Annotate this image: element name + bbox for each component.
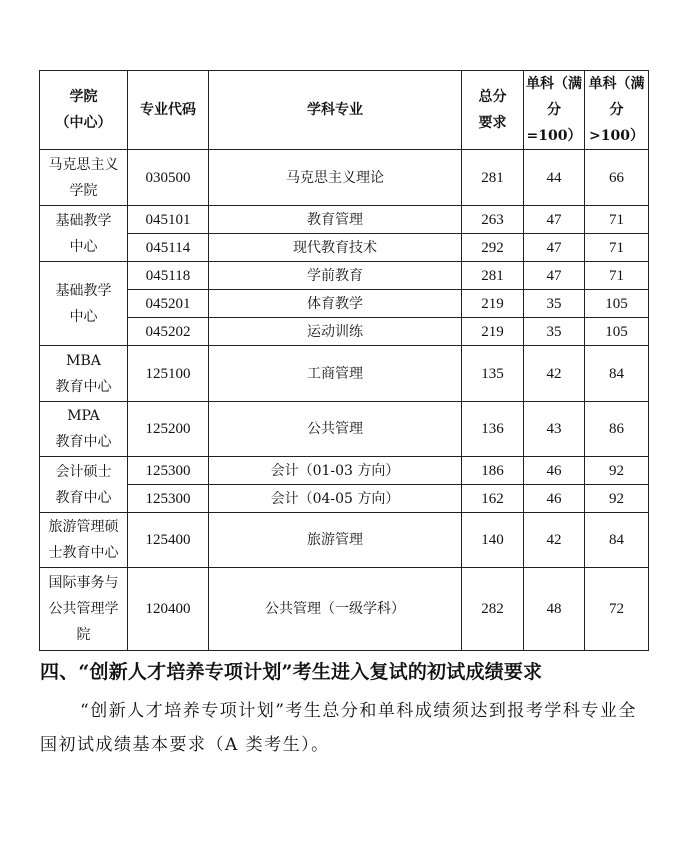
single-100-cell: 42 <box>524 513 585 568</box>
single-100-cell: 35 <box>524 318 585 346</box>
code-cell: 125400 <box>128 513 209 568</box>
header-major: 学科专业 <box>209 71 462 150</box>
single-100-cell: 44 <box>524 150 585 206</box>
code-cell: 125200 <box>128 402 209 457</box>
single-100-cell: 47 <box>524 206 585 234</box>
code-cell: 125100 <box>128 346 209 402</box>
header-college: 学院 （中心） <box>40 71 128 150</box>
score-requirements-table <box>39 70 649 651</box>
total-cell: 292 <box>462 234 524 262</box>
major-cell: 公共管理（一级学科） <box>209 568 462 651</box>
table-row <box>40 402 649 457</box>
header-single-over-100: 单科（满 分>100） <box>585 71 649 150</box>
major-cell: 公共管理 <box>209 402 462 457</box>
single-over-100-cell: 92 <box>585 457 649 485</box>
section-paragraph: “创新人才培养专项计划”考生总分和单科成绩须达到报考学科专业全国初试成绩基本要求（A 类考生）。 <box>40 701 637 755</box>
table-row <box>40 290 649 318</box>
total-cell: 135 <box>462 346 524 402</box>
total-cell: 282 <box>462 568 524 651</box>
code-cell: 045201 <box>128 290 209 318</box>
section-heading: 四、“创新人才培养专项计划”考生进入复试的初试成绩要求 <box>40 661 543 683</box>
single-over-100-cell: 66 <box>585 150 649 206</box>
code-cell: 045114 <box>128 234 209 262</box>
total-cell: 263 <box>462 206 524 234</box>
code-cell: 045118 <box>128 262 209 290</box>
table-header-row <box>40 71 649 150</box>
table-row <box>40 485 649 513</box>
header-total: 总分 要求 <box>462 71 524 150</box>
single-100-cell: 43 <box>524 402 585 457</box>
total-cell: 186 <box>462 457 524 485</box>
major-cell: 体育教学 <box>209 290 462 318</box>
major-cell: 会计（01-03 方向） <box>209 457 462 485</box>
code-cell: 030500 <box>128 150 209 206</box>
table-row <box>40 262 649 290</box>
total-cell: 219 <box>462 318 524 346</box>
major-cell: 马克思主义理论 <box>209 150 462 206</box>
total-cell: 219 <box>462 290 524 318</box>
total-cell: 281 <box>462 262 524 290</box>
college-cell: 基础教学 中心 <box>40 206 128 262</box>
table-row <box>40 457 649 485</box>
single-100-cell: 47 <box>524 262 585 290</box>
single-100-cell: 42 <box>524 346 585 402</box>
header-code: 专业代码 <box>128 71 209 150</box>
single-over-100-cell: 84 <box>585 513 649 568</box>
single-over-100-cell: 92 <box>585 485 649 513</box>
total-cell: 140 <box>462 513 524 568</box>
major-cell: 学前教育 <box>209 262 462 290</box>
code-cell: 125300 <box>128 457 209 485</box>
single-over-100-cell: 71 <box>585 262 649 290</box>
table-row <box>40 346 649 402</box>
college-cell: 国际事务与 公共管理学 院 <box>40 568 128 651</box>
college-cell: 基础教学 中心 <box>40 262 128 346</box>
code-cell: 045101 <box>128 206 209 234</box>
total-cell: 136 <box>462 402 524 457</box>
table-row <box>40 234 649 262</box>
code-cell: 045202 <box>128 318 209 346</box>
header-single-100: 单科（满 分=100） <box>524 71 585 150</box>
major-cell: 运动训练 <box>209 318 462 346</box>
college-cell: MBA 教育中心 <box>40 346 128 402</box>
table-row <box>40 318 649 346</box>
single-100-cell: 48 <box>524 568 585 651</box>
table-row <box>40 568 649 651</box>
single-over-100-cell: 71 <box>585 206 649 234</box>
college-cell: 旅游管理硕 士教育中心 <box>40 513 128 568</box>
major-cell: 工商管理 <box>209 346 462 402</box>
major-cell: 教育管理 <box>209 206 462 234</box>
college-cell: 马克思主义 学院 <box>40 150 128 206</box>
single-100-cell: 46 <box>524 457 585 485</box>
major-cell: 旅游管理 <box>209 513 462 568</box>
college-cell: MPA 教育中心 <box>40 402 128 457</box>
college-cell: 会计硕士 教育中心 <box>40 457 128 513</box>
single-over-100-cell: 105 <box>585 290 649 318</box>
code-cell: 125300 <box>128 485 209 513</box>
single-over-100-cell: 71 <box>585 234 649 262</box>
code-cell: 120400 <box>128 568 209 651</box>
major-cell: 会计（04-05 方向） <box>209 485 462 513</box>
single-over-100-cell: 84 <box>585 346 649 402</box>
single-over-100-cell: 105 <box>585 318 649 346</box>
single-100-cell: 35 <box>524 290 585 318</box>
single-over-100-cell: 86 <box>585 402 649 457</box>
major-cell: 现代教育技术 <box>209 234 462 262</box>
table-row <box>40 150 649 206</box>
table-row <box>40 513 649 568</box>
single-100-cell: 46 <box>524 485 585 513</box>
table-row <box>40 206 649 234</box>
single-over-100-cell: 72 <box>585 568 649 651</box>
single-100-cell: 47 <box>524 234 585 262</box>
total-cell: 162 <box>462 485 524 513</box>
total-cell: 281 <box>462 150 524 206</box>
